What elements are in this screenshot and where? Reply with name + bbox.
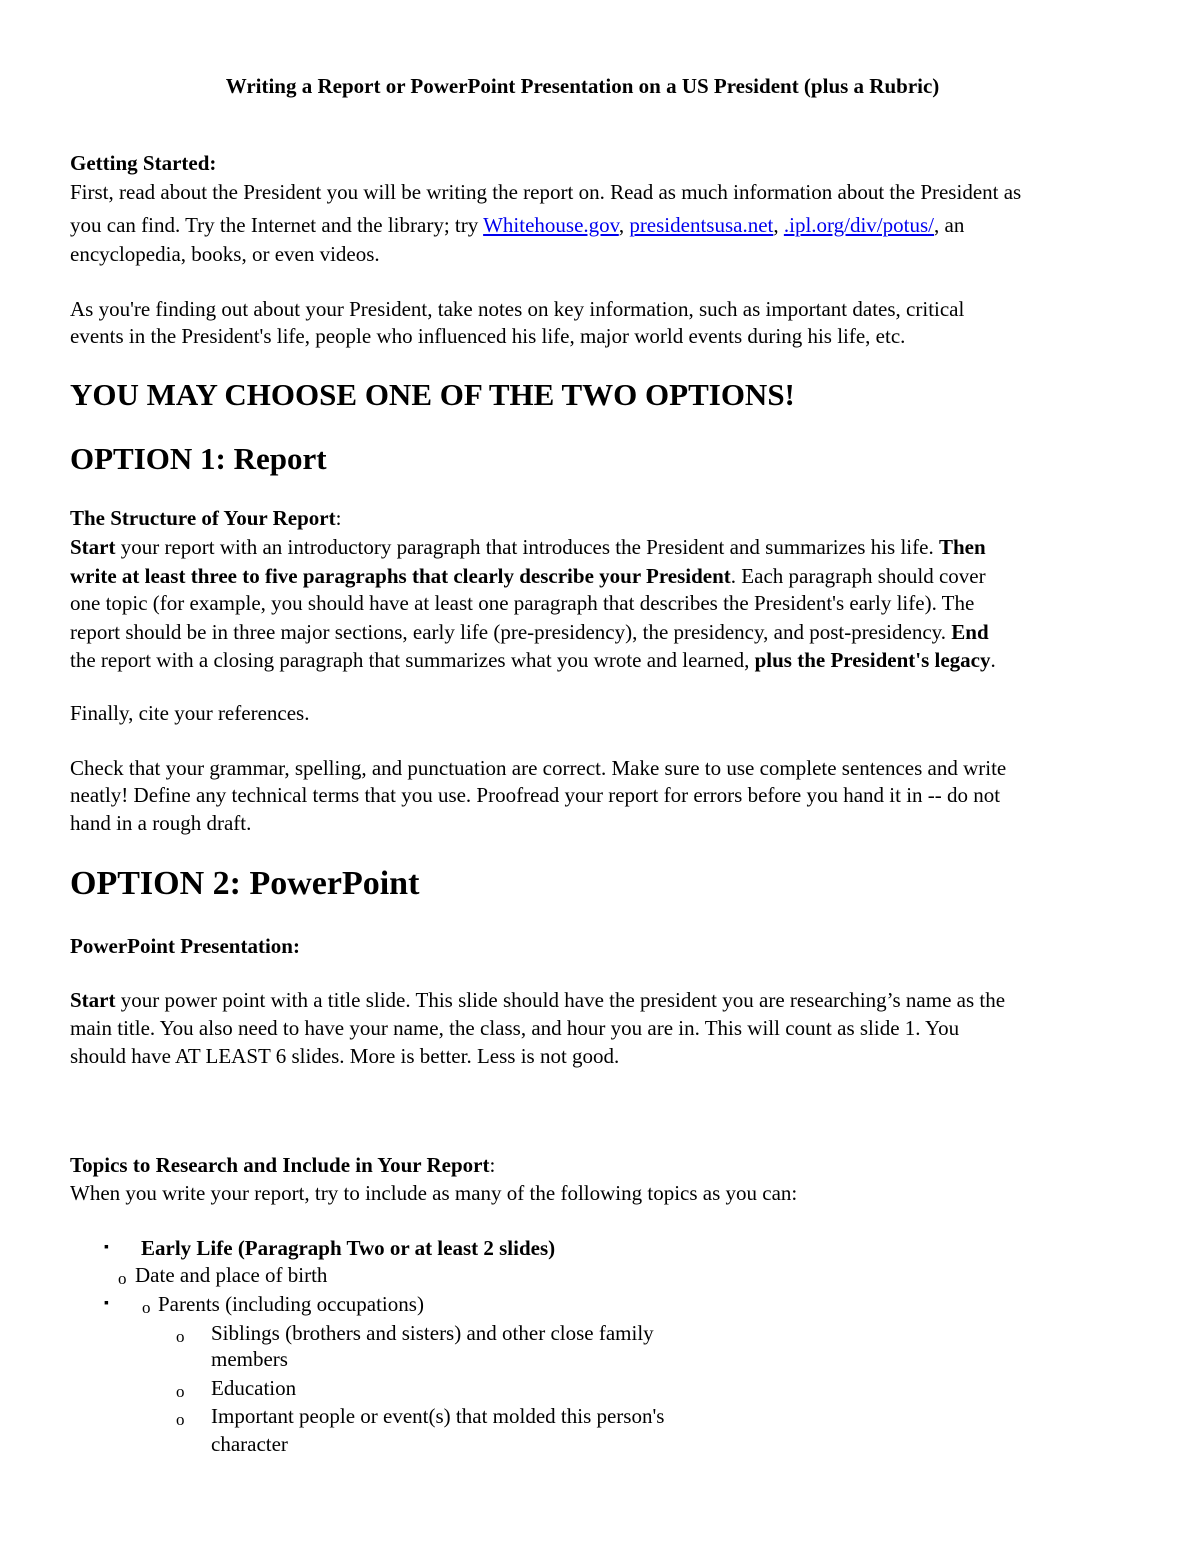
report-structure-line-4	[70, 618, 989, 646]
bold-text: Start	[70, 535, 116, 559]
line-text: your power point with a title slide. This slide should have the president you are researching’s name as the	[115, 988, 1006, 1012]
circle-bullet-icon: o	[176, 1410, 185, 1429]
square-bullet-icon: ▪	[104, 1296, 109, 1311]
bold-text: Then	[938, 535, 986, 559]
education-item: Education	[211, 1376, 297, 1400]
topics-intro: When you write your report, try to include as many of the following topics as you can:	[70, 1181, 798, 1205]
report-structure-heading	[70, 504, 341, 532]
check-grammar-line-2: neatly! Define any technical terms that you use. Proofread your report for errors before you hand it in -- do not	[70, 783, 1001, 807]
whitehouse-link[interactable]: Whitehouse.gov	[483, 213, 619, 237]
bold-text: Start	[70, 988, 116, 1012]
siblings-item-line-2: members	[211, 1347, 288, 1371]
document-title: Writing a Report or PowerPoint Presentation on a US President (plus a Rubric)	[225, 74, 940, 98]
separator: ,	[773, 213, 784, 237]
circle-bullet-icon: o	[176, 1382, 185, 1401]
line-text: report should be in three major sections, early life (pre-presidency), the presidency, and post-presidency.	[70, 620, 952, 644]
check-grammar-line-1: Check that your grammar, spelling, and punctuation are correct. Make sure to use complete sentences and write	[70, 756, 1007, 780]
bold-text: End	[951, 620, 989, 644]
birth-item: Date and place of birth	[135, 1263, 328, 1287]
report-structure-line-2	[70, 562, 986, 590]
option-2-heading: OPTION 2: PowerPoint	[70, 865, 420, 902]
heading-colon: :	[335, 506, 342, 530]
report-structure-line-5	[70, 646, 996, 674]
important-people-item-line-2: character	[211, 1432, 288, 1456]
cite-references-text: Finally, cite your references.	[70, 701, 310, 725]
line-text: the report with a closing paragraph that summarizes what you wrote and learned,	[70, 648, 755, 672]
parents-item: Parents (including occupations)	[158, 1292, 424, 1316]
presidentsusa-link[interactable]: presidentsusa.net	[629, 213, 774, 237]
separator: ,	[618, 213, 630, 237]
powerpoint-line-2: main title. You also need to have your name, the class, and hour you are in. This will count as slide 1. You	[70, 1016, 960, 1040]
notes-paragraph-line-1: As you're finding out about your President, take notes on key information, such as important dates, critical	[70, 297, 965, 321]
line-text: you can find. Try the Internet and the library; try	[70, 213, 484, 237]
getting-started-line-2	[70, 211, 964, 239]
heading-text: Topics to Research and Include in Your Report	[70, 1153, 490, 1177]
topics-heading	[70, 1151, 495, 1179]
early-life-item: Early Life (Paragraph Two or at least 2 slides)	[141, 1236, 556, 1260]
getting-started-line-3: encyclopedia, books, or even videos.	[70, 242, 380, 266]
square-bullet-icon: ▪	[104, 1240, 109, 1255]
important-people-item-line-1: Important people or event(s) that molded this person's	[211, 1404, 665, 1428]
circle-bullet-icon: o	[176, 1327, 185, 1346]
heading-text: The Structure of Your Report	[70, 506, 336, 530]
circle-bullet-icon: o	[142, 1298, 151, 1317]
line-text: , an	[934, 213, 965, 237]
circle-bullet-icon: o	[118, 1269, 127, 1288]
bold-text: write at least three to five paragraphs that clearly describe your President	[70, 564, 731, 588]
report-structure-line-3: one topic (for example, you should have at least one paragraph that describes the President's early life). The	[70, 591, 975, 615]
option-1-heading: OPTION 1: Report	[70, 441, 327, 476]
report-structure-line-1	[70, 533, 986, 561]
powerpoint-line-3: should have AT LEAST 6 slides. More is better. Less is not good.	[70, 1044, 620, 1068]
choose-option-heading: YOU MAY CHOOSE ONE OF THE TWO OPTIONS!	[70, 377, 795, 412]
powerpoint-line-1	[70, 986, 1005, 1014]
siblings-item-line-1: Siblings (brothers and sisters) and other close family	[211, 1321, 654, 1345]
notes-paragraph-line-2: events in the President's life, people who influenced his life, major world events during his life, etc.	[70, 324, 906, 348]
getting-started-heading: Getting Started:	[70, 151, 217, 175]
bold-text: plus the President's legacy	[754, 648, 991, 672]
heading-colon: :	[489, 1153, 496, 1177]
ipl-potus-link[interactable]: .ipl.org/div/potus/	[783, 213, 934, 237]
getting-started-line-1: First, read about the President you will be writing the report on. Read as much information about the President as	[70, 180, 1022, 204]
powerpoint-presentation-heading: PowerPoint Presentation:	[70, 934, 300, 958]
check-grammar-line-3: hand in a rough draft.	[70, 811, 252, 835]
line-text: . Each paragraph should cover	[730, 564, 986, 588]
line-text: .	[990, 648, 996, 672]
line-text: your report with an introductory paragraph that introduces the President and summarizes his life.	[115, 535, 939, 559]
